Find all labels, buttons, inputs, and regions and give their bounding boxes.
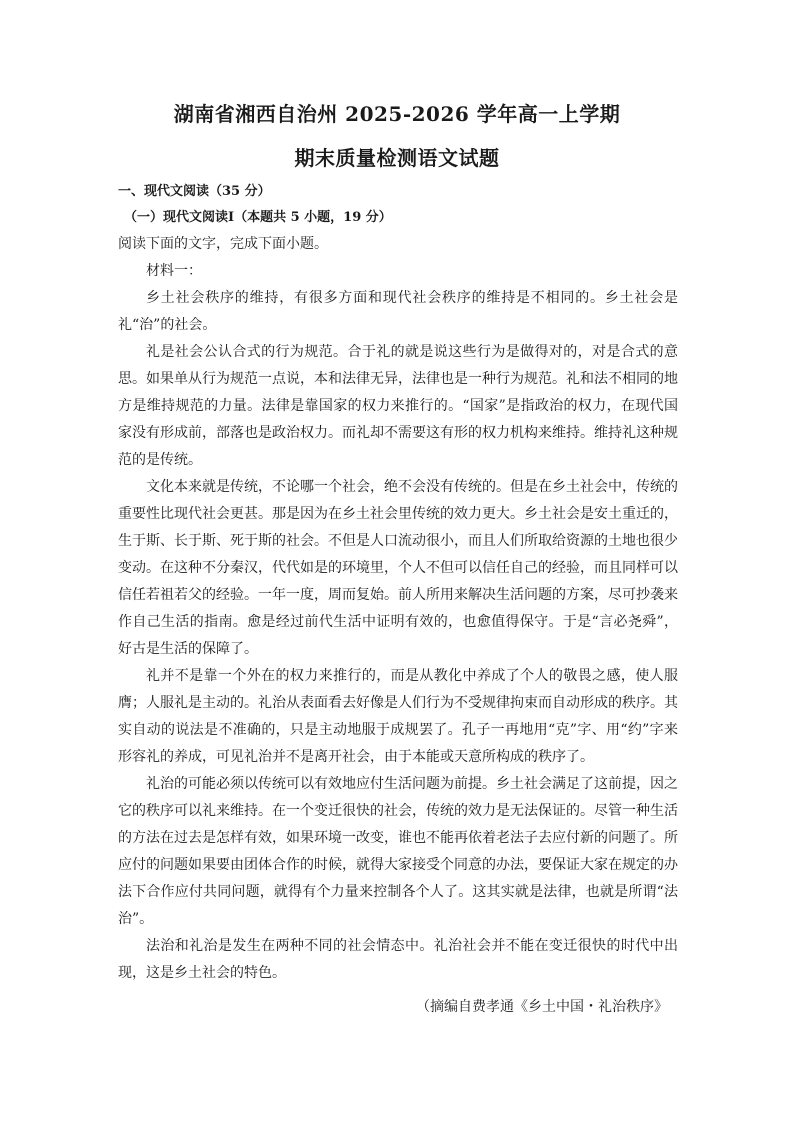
exam-title-line-1: 湖南省湘西自治州 2025-2026 学年高一上学期 xyxy=(173,102,621,126)
article-paragraph: 礼治的可能必须以传统可以有效地应付生活问题为前提。乡土社会满足了这前提，因之它的秩序可以礼来维持。在一个变迁很快的社会，传统的效力是无法保证的。尽管一种生活的方法在过去是怎样有效，如果环境一改变，谁也不能再依着老法子去应付新的问题了。所应付的问题如果要由团体合作的时候，就得大家接受个同意的办法，要保证大家在规定的办法下合作应付共同问题，就得有个力量来控制各个人了。这其实就是法律，也就是所谓“法治”。 xyxy=(118,776,678,927)
article-paragraph: 礼是社会公认合式的行为规范。合于礼的就是说这些行为是做得对的，对是合式的意思。如果单从行为规范一点说，本和法律无异，法律也是一种行为规范。礼和法不相同的地方是维持规范的力量。法律是靠国家的权力来推行的。“国家”是指政治的权力，在现代国家没有形成前，部落也是政治权力。而礼却不需要这有形的权力机构来维持。维持礼这种规范的是传统。 xyxy=(118,344,678,468)
article-paragraph: 乡土社会秩序的维持，有很多方面和现代社会秩序的维持是不相同的。乡土社会是礼“治”的社会。 xyxy=(118,290,678,333)
article-paragraph: 礼并不是靠一个外在的权力来推行的，而是从教化中养成了个人的敬畏之感，使人服膺；人服礼是主动的。礼治从表面看去好像是人们行为不受规律拘束而自动形成的秩序。其实自动的说法是不准确的，只是主动地服于成规罢了。孔子一再地用“克”字、用“约”字来形容礼的养成，可见礼治并不是离开社会，由于本能或天意所构成的秩序了。 xyxy=(118,668,678,765)
source-citation: （摘编自费孝通《乡土中国・礼治秩序》 xyxy=(416,999,668,1015)
material-label: 材料一： xyxy=(146,263,202,279)
exam-title-line-2: 期末质量检测语文试题 xyxy=(294,146,500,170)
reading-instruction: 阅读下面的文字，完成下面小题。 xyxy=(118,236,328,252)
section-heading: 一、现代文阅读（35 分） xyxy=(118,184,271,199)
article-paragraph: 文化本来就是传统，不论哪一个社会，绝不会没有传统的。但是在乡土社会中，传统的重要性比现代社会更甚。那是因为在乡土社会里传统的效力更大。乡土社会是安土重迁的，生于斯、长于斯、死于斯的社会。不但是人口流动很小，而且人们所取给资源的土地也很少变动。在这种不分秦汉，代代如是的环境里，个人不但可以信任自己的经验，而且同样可以信任若祖若父的经验。一年一度，周而复始。前人所用来解决生活问题的方案，尽可抄袭来作自己生活的指南。愈是经过前代生活中证明有效的，也愈值得保守。于是“言必尧舜”，好古是生活的保障了。 xyxy=(118,479,678,657)
article-paragraph: 法治和礼治是发生在两种不同的社会情态中。礼治社会并不能在变迁很快的时代中出现，这是乡土社会的特色。 xyxy=(118,938,678,981)
subsection-heading: （一）现代文阅读Ⅰ（本题共 5 小题，19 分） xyxy=(124,210,392,225)
article-body xyxy=(118,285,678,987)
